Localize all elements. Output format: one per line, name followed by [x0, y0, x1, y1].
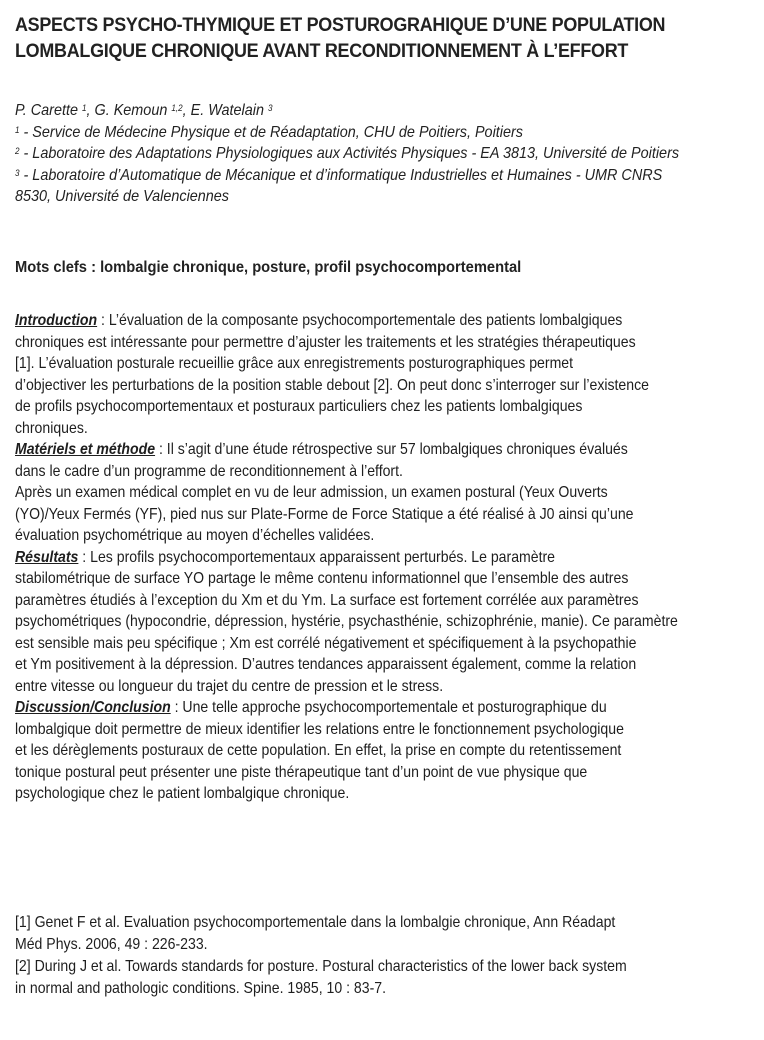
- methods-line-0: Matériels et méthode : Il s’agit d’une étude rétrospective sur 57 lombalgiques chroniques évalués: [15, 441, 628, 458]
- results-heading: Résultats: [15, 548, 79, 566]
- results-line-3: psychométriques (hypocondrie, dépression, hystérie, psychasthénie, schizophrénie, manie). Ce paramètre: [15, 613, 678, 630]
- abstract-body: [15, 310, 755, 805]
- results-line-6: entre vitesse ou longueur du trajet du centre de pression et le stress.: [15, 677, 444, 695]
- discussion-line-3: tonique postural peut présenter une piste thérapeutique tant d’un point de vue physique que: [15, 763, 588, 781]
- reference-1-cont: Méd Phys. 2006, 49 : 226-233.: [15, 936, 208, 953]
- affiliation-2: $^2$ - Laboratoire des Adaptations Physiologiques aux Activités Physiques - EA 3813, Université de Poitiers: [15, 145, 680, 162]
- intro-line-3: d’objectiver les perturbations de la position stable debout [2]. On peut donc s’interroger sur l’existence: [15, 376, 649, 394]
- intro-line-0: Introduction : L’évaluation de la composante psychocomportementale des patients lombalgiques: [15, 312, 623, 329]
- methods-line-3: (YO)/Yeux Fermés (YF), pied nus sur Plate-Forme de Force Statique a été réalisé à J0 ainsi qu’une: [15, 505, 634, 523]
- reference-1: [1] Genet F et al. Evaluation psychocomportementale dans la lombalgie chronique, Ann Réadapt: [15, 914, 616, 931]
- methods-line-1: dans le cadre d’un programme de reconditionnement à l’effort.: [15, 462, 403, 480]
- results-line-2: paramètres étudiés à l’exception du Xm et du Ym. La surface est fortement corrélée aux paramètres: [15, 591, 639, 609]
- references: [15, 912, 755, 1000]
- author-block: [15, 100, 755, 208]
- author-list: P. Carette $^1$, G. Kemoun $^{1,2}$, E. Watelain $^3$: [15, 102, 273, 119]
- paper-title: [15, 12, 696, 64]
- methods-line-2: Après un examen médical complet en vu de leur admission, un examen postural (Yeux Ouverts: [15, 484, 608, 501]
- intro-line-4: de profils psychocomportementaux et posturaux particuliers chez les patients lombalgiques: [15, 398, 583, 415]
- keywords: Mots clefs : lombalgie chronique, posture, profil psychocomportemental: [15, 259, 522, 276]
- discussion-line-1: lombalgique doit permettre de mieux identifier les relations entre le fonctionnement psychologique: [15, 720, 624, 738]
- affiliation-3-cont: 8530, Université de Valenciennes: [15, 188, 230, 205]
- reference-2: [2] During J et al. Towards standards for posture. Postural characteristics of the lower back system: [15, 958, 627, 975]
- results-line-0: Résultats : Les profils psychocomportementaux apparaissent perturbés. Le paramètre: [15, 548, 556, 566]
- intro-line-5: chroniques.: [15, 419, 88, 437]
- introduction-heading: Introduction: [15, 312, 98, 329]
- methods-line-4: évaluation psychométrique au moyen d’échelles validées.: [15, 527, 375, 544]
- intro-line-2: [1]. L’évaluation posturale recueillie grâce aux enregistrements posturographiques permet: [15, 355, 574, 372]
- title-line-1: ASPECTS PSYCHO-THYMIQUE ET POSTUROGRAHIQUE D’UNE POPULATION: [15, 14, 666, 36]
- results-line-5: et Ym positivement à la dépression. D’autres tendances apparaissent également, comme la relation: [15, 656, 637, 673]
- results-line-1: stabilométrique de surface YO partage le même contenu informationnel que l’ensemble des autres: [15, 570, 629, 587]
- results-line-4: est sensible mais peu spécifique ; Xm est corrélé négativement et spécifiquement à la psychopathie: [15, 634, 637, 652]
- reference-2-cont: in normal and pathologic conditions. Spine. 1985, 10 : 83-7.: [15, 980, 387, 997]
- discussion-line-2: et les dérèglements posturaux de cette population. En effet, la prise en compte du retentissement: [15, 742, 622, 759]
- discussion-line-0: Discussion/Conclusion : Une telle approche psychocomportementale et posturographique du: [15, 699, 607, 716]
- methods-heading: Matériels et méthode: [15, 441, 156, 458]
- discussion-heading: Discussion/Conclusion: [15, 699, 171, 716]
- affiliation-1: $^1$ - Service de Médecine Physique et de Réadaptation, CHU de Poitiers, Poitiers: [15, 123, 523, 141]
- title-line-2: LOMBALGIQUE CHRONIQUE AVANT RECONDITIONNEMENT À L’EFFORT: [15, 40, 629, 62]
- intro-line-1: chroniques est intéressante pour permettre d’ajuster les traitements et les stratégies thérapeutiques: [15, 333, 636, 351]
- discussion-line-4: psychologique chez le patient lombalgique chronique.: [15, 785, 350, 802]
- affiliation-3: $^3$ - Laboratoire d’Automatique de Mécanique et d’informatique Industrielles et Humaines - UMR CNRS: [15, 166, 663, 184]
